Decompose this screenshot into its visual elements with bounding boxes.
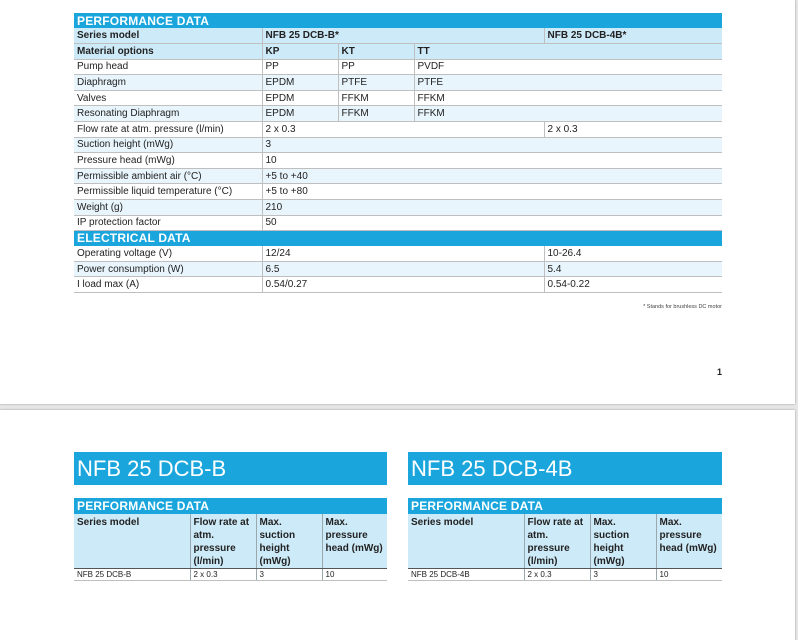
table-row: Valves EPDM FFKM FFKM [74,90,722,106]
table-row: Flow rate at atm. pressure (l/min) 2 x 0.3 2 x 0.3 [74,122,722,138]
performance-table-4b [408,498,722,581]
table-row: Pump head PP PP PVDF [74,59,722,75]
datasheet-page-2 [0,410,795,640]
series-b: NFB 25 DCB-B* [262,28,544,44]
electrical-band [74,231,722,246]
header-row: Series model Flow rate at atm. pressure (l/min) Max. suction height (mWg) Max. pressure head (mWg) [74,514,387,569]
table-row: NFB 25 DCB-4B 2 x 0.3 3 10 [408,569,722,581]
table-row: Power consumption (W) 6.5 5.4 [74,261,722,277]
table-row: I load max (A) 0.54/0.27 0.54-0.22 [74,277,722,293]
footnote: * Stands for brushless DC motor [643,304,722,310]
performance-table-b [74,498,387,581]
table-row: Operating voltage (V) 12/24 10-26.4 [74,246,722,262]
series-label: Series model [74,28,262,44]
table-row: Permissible liquid temperature (°C) +5 to +80 [74,184,722,200]
table-row: NFB 25 DCB-B 2 x 0.3 3 10 [74,569,387,581]
performance-electrical-table [74,13,722,293]
table-row: Weight (g) 210 [74,200,722,216]
page-number: 1 [716,367,722,377]
header-row: Series model Flow rate at atm. pressure (l/min) Max. suction height (mWg) Max. pressure head (mWg) [408,514,722,569]
series-row [74,28,722,44]
material-row [74,44,722,60]
performance-title: PERFORMANCE DATA [408,498,722,514]
performance-title: PERFORMANCE DATA [74,498,387,514]
electrical-title: ELECTRICAL DATA [74,231,722,246]
series-4b: NFB 25 DCB-4B* [544,28,722,44]
performance-band [74,13,722,28]
model-title-b: NFB 25 DCB-B [74,452,387,485]
table-row: Permissible ambient air (°C) +5 to +40 [74,168,722,184]
table-row: IP protection factor 50 [74,215,722,231]
material-kp: KP [262,44,338,60]
model-title-4b: NFB 25 DCB-4B [408,452,722,485]
material-label: Material options [74,44,262,60]
table-row: Resonating Diaphragm EPDM FFKM FFKM [74,106,722,122]
table-row: Diaphragm EPDM PTFE PTFE [74,75,722,91]
material-tt: TT [414,44,544,60]
table-row: Pressure head (mWg) 10 [74,153,722,169]
material-kt: KT [338,44,414,60]
performance-title: PERFORMANCE DATA [74,13,722,28]
table-row: Suction height (mWg) 3 [74,137,722,153]
